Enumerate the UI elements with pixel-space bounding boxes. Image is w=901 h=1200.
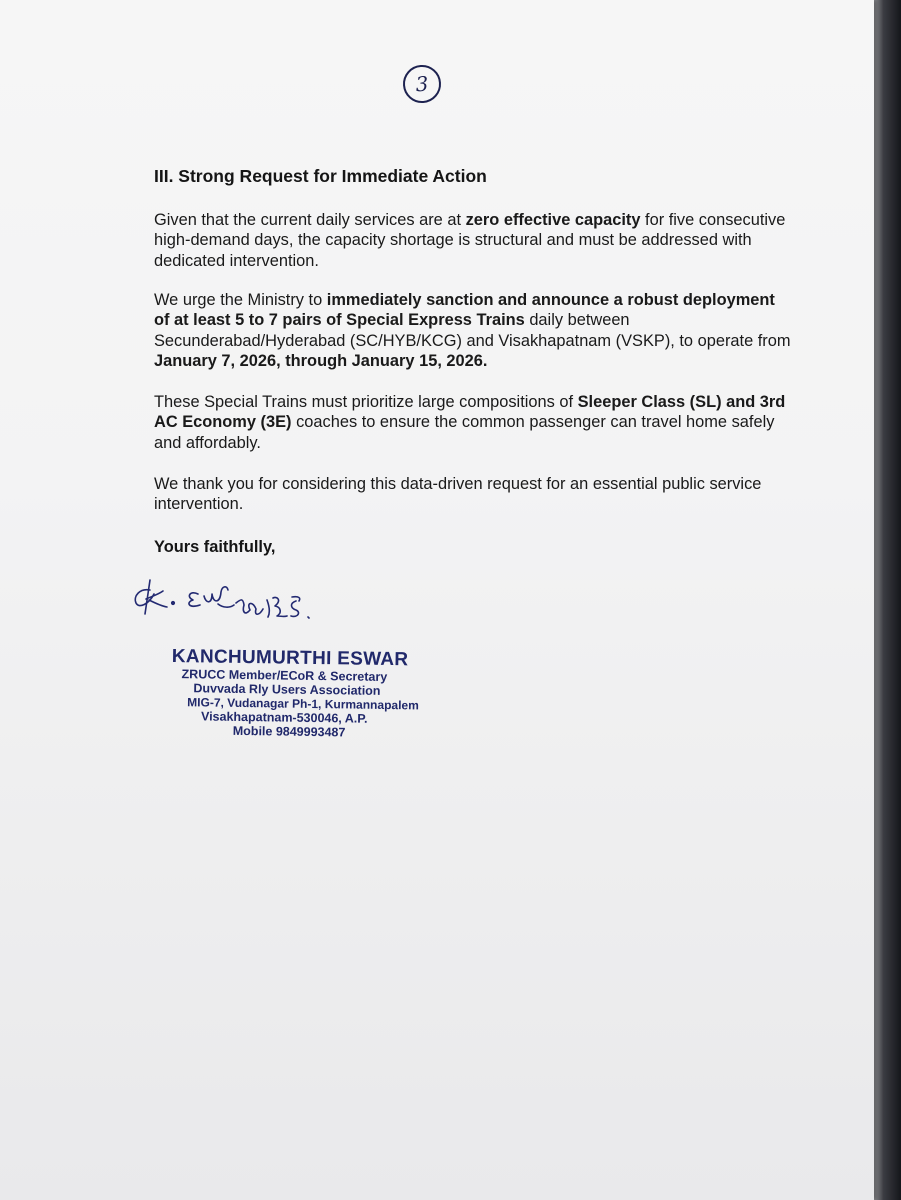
page-number: 3 [414, 71, 430, 97]
handwritten-signature [128, 572, 368, 632]
section-heading: III. Strong Request for Immediate Action [154, 166, 487, 186]
paragraph-capacity [154, 210, 794, 271]
paragraph-text: These Special Trains must prioritize large compositions of [154, 393, 578, 411]
paragraph-emphasis: Sleeper Class (SL) and 3rd AC Economy (3E) [154, 393, 786, 432]
paragraph-text: We urge the Ministry to [154, 291, 327, 309]
paragraph-text: coaches to ensure the common passenger can travel home safely and affordably. [154, 413, 775, 452]
paragraph-coaches [154, 392, 794, 453]
signature-stroke [218, 604, 234, 607]
stamp-designation: ZRUCC Member/ECoR & Secretary [181, 667, 388, 685]
signature-stroke [189, 593, 200, 606]
paragraph-emphasis: zero effective capacity [465, 211, 641, 229]
paragraph-text: Given that the current daily services are at [154, 211, 466, 229]
closing-salutation: Yours faithfully, [154, 538, 276, 556]
stamp-address: MIG-7, Vudanagar Ph-1, Kurmannapalem [187, 695, 419, 713]
stamp-mobile: Mobile 9849993487 [232, 723, 346, 740]
paragraph-thanks: We thank you for considering this data-driven request for an essential public service intervention. [154, 475, 762, 514]
signature-stroke [146, 591, 167, 607]
name-stamp [171, 646, 442, 741]
paragraph-request [154, 290, 794, 372]
signature-date-strokes [236, 597, 309, 618]
page-number-circle [402, 64, 443, 105]
signature-stroke [204, 587, 228, 602]
stamp-name: KANCHUMURTHI ESWAR [171, 646, 409, 671]
paragraph-emphasis: January 7, 2026, through January 15, 2026. [154, 352, 488, 371]
paragraph-text: for five consecutive high-demand days, the capacity shortage is structural and must be addressed with dedicated intervention. [154, 211, 786, 270]
signature-dot [172, 602, 175, 605]
stamp-association: Duvvada Rly Users Association [193, 681, 381, 698]
stamp-city: Visakhapatnam-530046, A.P. [200, 709, 368, 726]
paragraph-emphasis: immediately sanction and announce a robust deployment of at least 5 to 7 pairs of Special Express Trains [154, 291, 775, 330]
paragraph-text: daily between Secunderabad/Hyderabad (SC/HYB/KCG) and Visakhapatnam (VSKP), to operate from [154, 311, 791, 350]
